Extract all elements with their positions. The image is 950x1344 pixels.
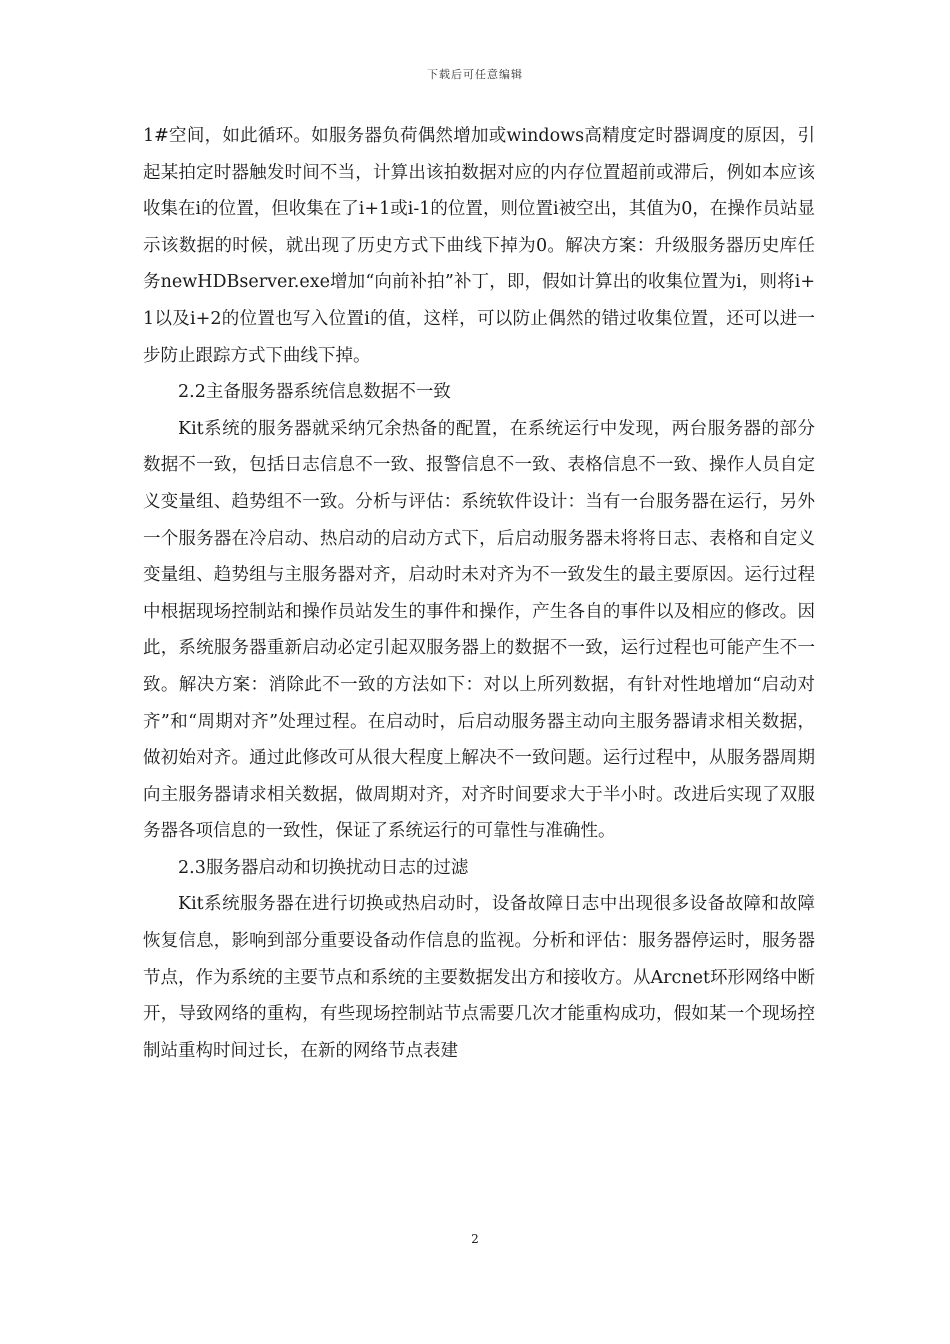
paragraph-continued: 1#空间，如此循环。如服务器负荷偶然增加或windows高精度定时器调度的原因，引起某拍定时器触发时间不当，计算出该拍数据对应的内存位置超前或滞后，例如本应该收集在i的位置，但收集在了i+1或i-1的位置，则位置i被空出，其值为0，在操作员站显示该数据的时候，就出现了历史方式下曲线下掉为0。解决方案：升级服务器历史库任务newHDBserver.exe增加“向前补拍”补丁，即，假如计算出的收集位置为i，则将i+1以及i+2的位置也写入位置i的值，这样，可以防止偶然的错过收集位置，还可以进一步防止跟踪方式下曲线下掉。	[143, 126, 815, 366]
page-header: 下载后可任意编辑	[427, 68, 523, 81]
page-number: 2	[471, 1232, 479, 1246]
paragraph-section-2-2: Kit系统的服务器就采纳冗余热备的配置，在系统运行中发现，两台服务器的部分数据不一致，包括日志信息不一致、报警信息不一致、表格信息不一致、操作人员自定义变量组、趋势组不一致。分析与评估：系统软件设计：当有一台服务器在运行，另外一个服务器在冷启动、热启动的启动方式下，后启动服务器未将将日志、表格和自定义变量组、趋势组与主服务器对齐，启动时未对齐为不一致发生的最主要原因。运行过程中根据现场控制站和操作员站发生的事件和操作，产生各自的事件以及相应的修改。因此，系统服务器重新启动必定引起双服务器上的数据不一致，运行过程也可能产生不一致。解决方案：消除此不一致的方法如下：对以上所列数据，有针对性地增加“启动对齐”和“周期对齐”处理过程。在启动时，后启动服务器主动向主服务器请求相关数据，做初始对齐。通过此修改可从很大程度上解决不一致问题。运行过程中，从服务器周期向主服务器请求相关数据，做周期对齐，对齐时间要求大于半小时。改进后实现了双服务器各项信息的一致性，保证了系统运行的可靠性与准确性。	[143, 418, 815, 842]
section-heading-2-2: 2.2主备服务器系统信息数据不一致	[178, 382, 451, 403]
section-heading-2-3: 2.3服务器启动和切换扰动日志的过滤	[178, 857, 469, 878]
paragraph-section-2-3: Kit系统服务器在进行切换或热启动时，设备故障日志中出现很多设备故障和故障恢复信息，影响到部分重要设备动作信息的监视。分析和评估：服务器停运时，服务器节点，作为系统的主要节点和系统的主要数据发出方和接收方。从Arcnet环形网络中断开，导致网络的重构，有些现场控制站节点需要几次才能重构成功，假如某一个现场控制站重构时间过长，在新的网络节点表建	[143, 894, 815, 1061]
document-body	[143, 118, 815, 1069]
